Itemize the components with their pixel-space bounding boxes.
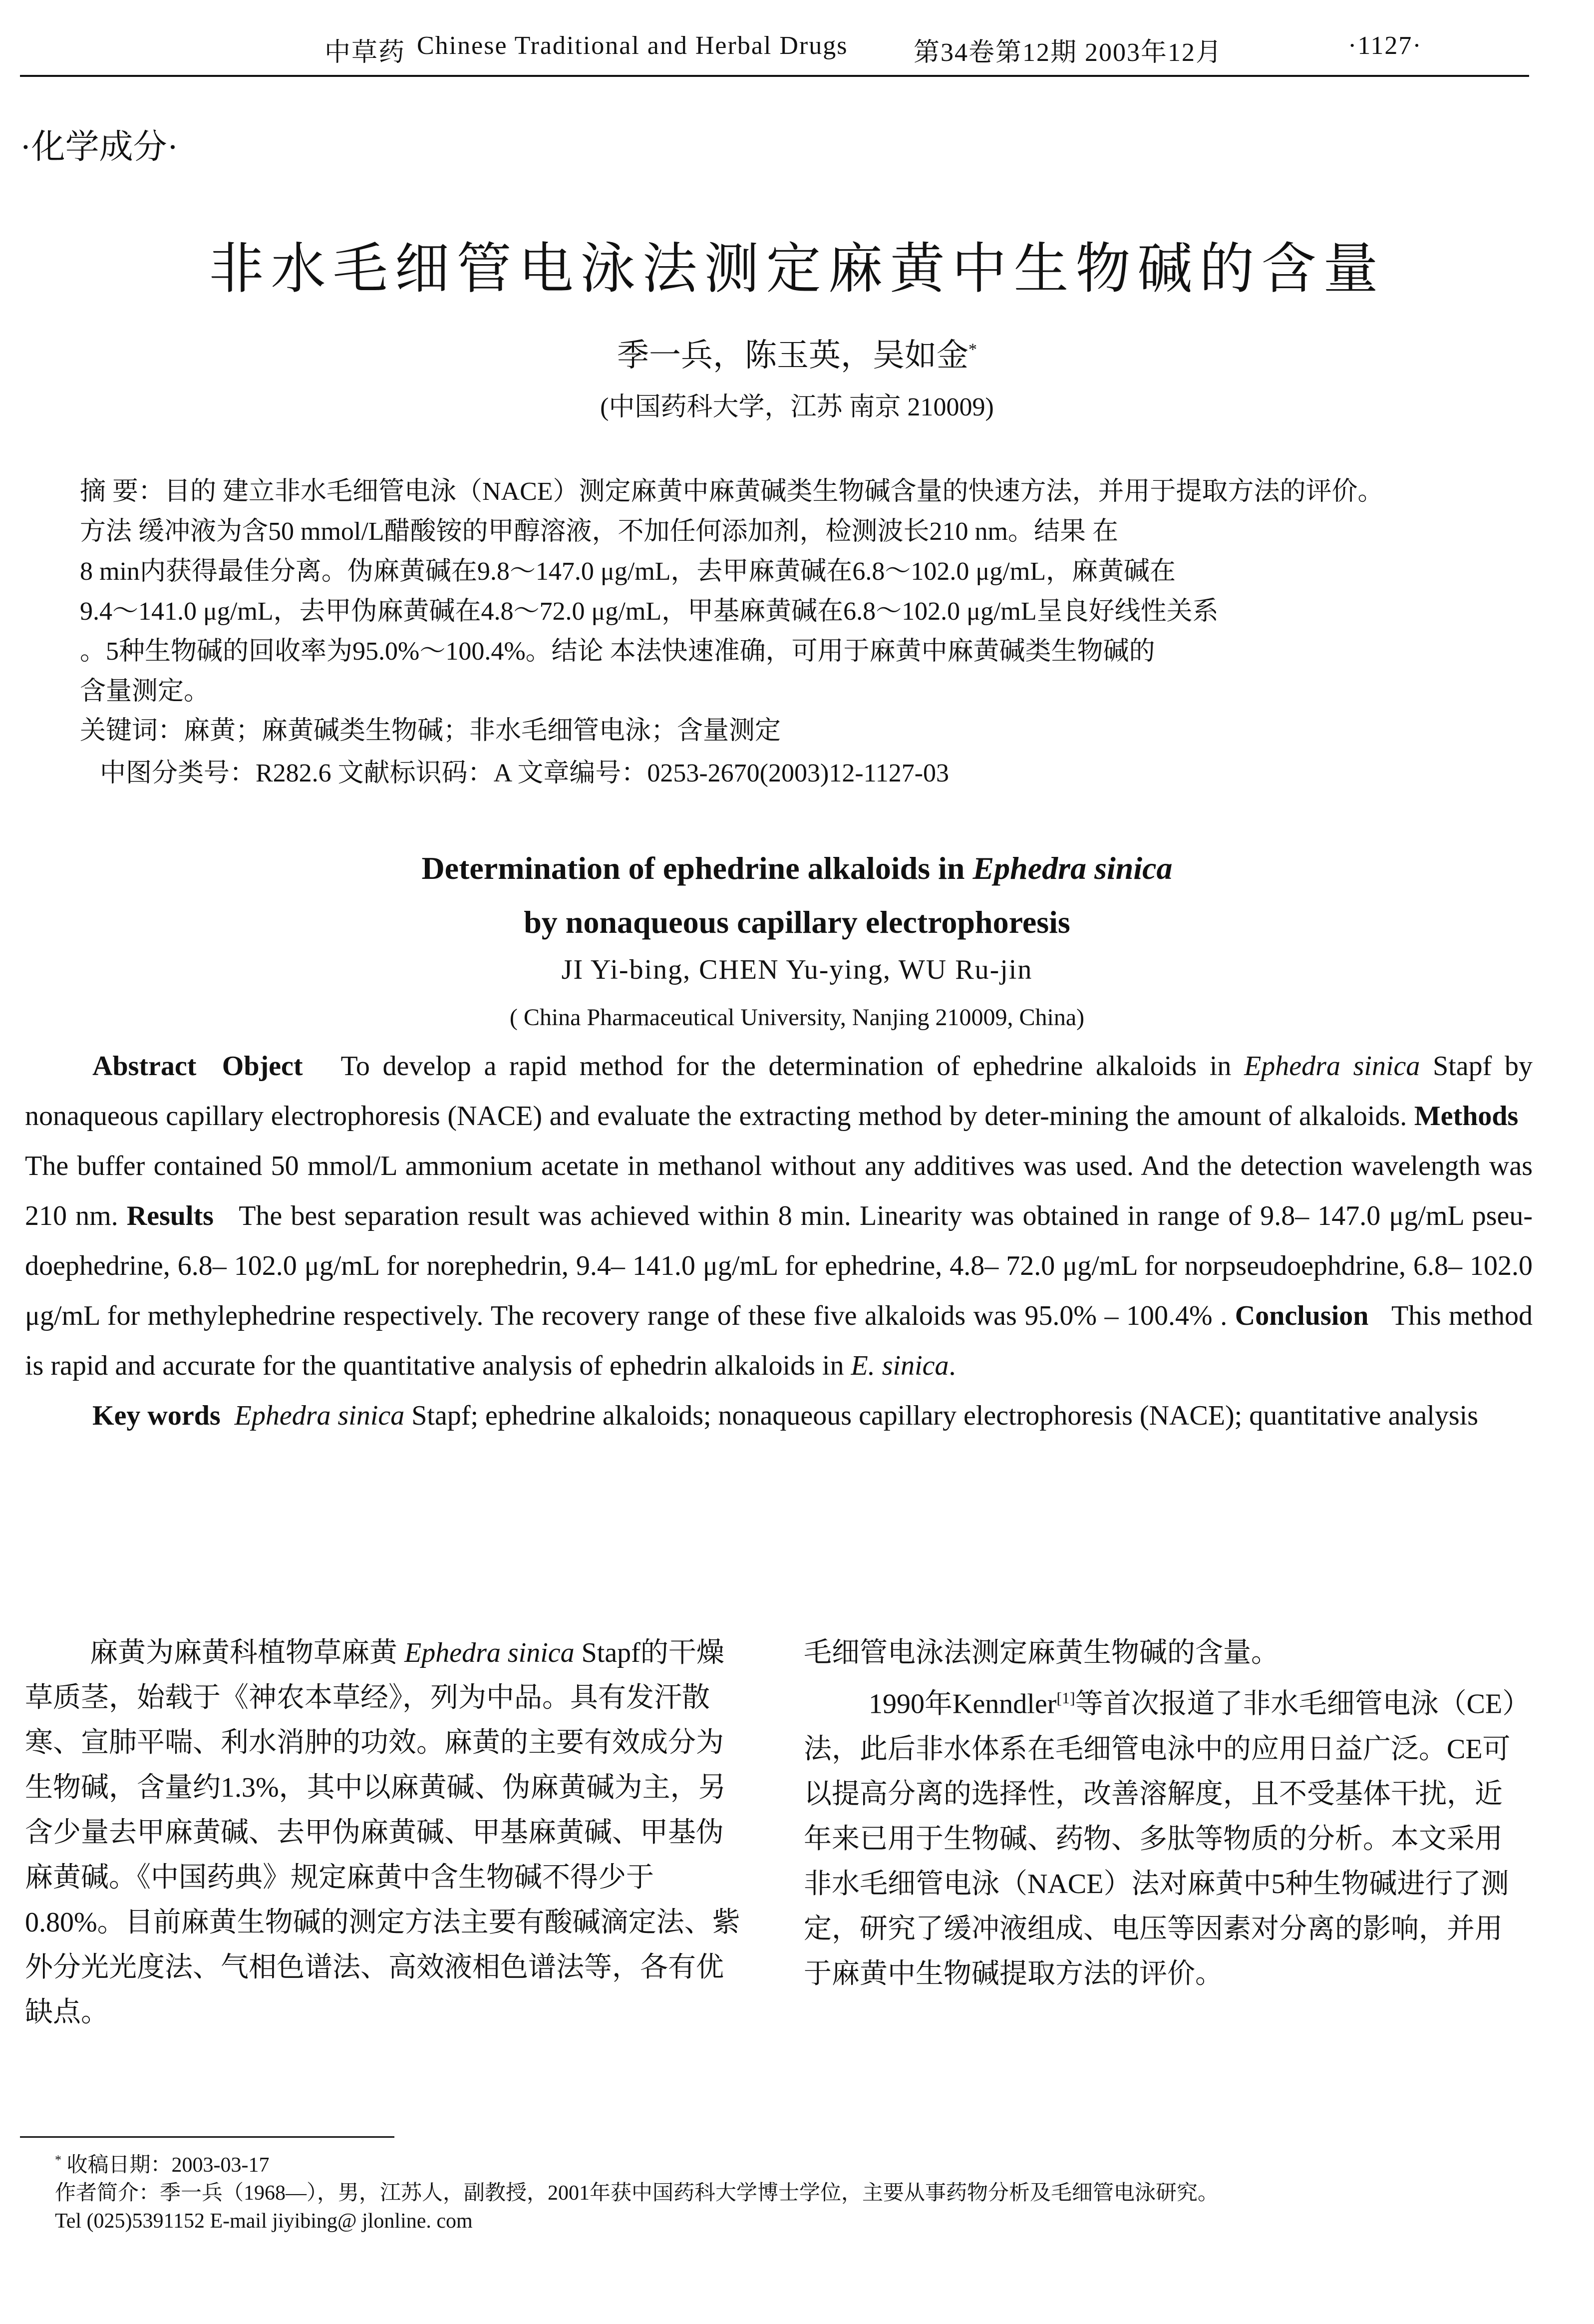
object-text-end: Stapf by nonaqueous capillary electrophoresis (NACE) and evaluate the extracting method by deter-mining the amount of alkaloids. <box>25 1051 1533 1132</box>
header-issue: 第34卷第12期 2003年12月 <box>914 38 1223 67</box>
results-text: The best separation result was achieved within 8 min. Linearity was obtained in range of 9.8– 147.0 μg/mL pseu-doephedrine, 6.8– 102.0 μg/mL for norephedrin, 9.4– 141.0 μg/mL for ephedrine, 4.8– 72.0 μg/mL for norpseudoephdrine, 6.8– 102.0 μg/mL for methylephedrine respectively. The recovery range of these five alkaloids was 95.0% – 100.4% . <box>25 1200 1533 1331</box>
keywords-text: Stapf; ephedrine alkaloids; nonaqueous capillary electrophoresis (NACE); quantitative analysis <box>411 1400 1479 1431</box>
conclusion-end: . <box>949 1350 956 1381</box>
object-label: Object <box>222 1051 303 1082</box>
english-title-species: Ephedra sinica <box>972 850 1173 886</box>
keywords-label: Key words <box>92 1400 221 1431</box>
author-footnote-mark: * <box>968 340 977 359</box>
citation-ref: [1] <box>1056 1689 1075 1707</box>
english-affiliation: ( China Pharmaceutical University, Nanjing 210009, China) <box>509 1004 1085 1031</box>
chinese-abstract-line: 。5种生物碱的回收率为95.0%～100.4%。结论 本法快速准确，可用于麻黄中麻黄碱类生物碱的 <box>80 637 1155 666</box>
body-right-column <box>804 1630 1523 1996</box>
body-left-column <box>25 1630 744 2035</box>
abstract-label: Abstract <box>92 1051 197 1082</box>
chinese-abstract-line: 含量测定。 <box>80 677 210 706</box>
header-page-number: ·1127· <box>1348 31 1422 60</box>
chinese-author-names: 季一兵，陈玉英，吴如金 <box>617 338 968 373</box>
footnote-bio: 作者简介：季一兵（1968—），男，江苏人，副教授，2001年获中国药科大学博士学位，主要从事药物分析及毛细管电泳研究。 <box>55 2182 1219 2205</box>
conclusion-label: Conclusion <box>1235 1300 1369 1331</box>
english-abstract-body <box>25 1041 1533 1391</box>
body-species: Ephedra sinica <box>404 1637 575 1668</box>
chinese-affiliation: (中国药科大学，江苏 南京 210009) <box>600 393 994 421</box>
footnote-mark: * <box>55 2153 61 2167</box>
header-rule <box>20 75 1529 77</box>
body-paragraph: 毛细管电泳法测定麻黄生物碱的含量。 <box>804 1637 1279 1668</box>
object-text: To develop a rapid method for the determination of ephedrine alkaloids in <box>340 1051 1232 1082</box>
conclusion-text: This method is rapid and accurate for the quantitative analysis of ephedrin alkaloids in <box>25 1300 1533 1381</box>
conclusion-species: E. sinica <box>851 1350 949 1381</box>
footnote-received-text: 收稿日期：2003-03-17 <box>66 2154 270 2177</box>
footnote <box>55 2146 1503 2235</box>
chinese-title: 非水毛细管电泳法测定麻黄中生物碱的含量 <box>209 239 1385 300</box>
footnote-contact: Tel (025)5391152 E-mail jiyibing@ jlonline. com <box>55 2210 473 2233</box>
english-keywords <box>25 1391 1533 1441</box>
footnote-received <box>55 2146 1503 2179</box>
body-paragraph <box>25 1630 744 2035</box>
footnote-rule <box>20 2136 394 2138</box>
methods-text: The buffer contained 50 mmol/L ammonium acetate in methanol without any additives was used. And the detection wavelength was 210 nm. <box>25 1151 1533 1231</box>
english-title <box>0 841 1594 949</box>
chinese-abstract-line: 摘 要：目的 建立非水毛细管电泳（NACE）测定麻黄中麻黄碱类生物碱含量的快速方法，并用于提取方法的评价。 <box>80 477 1384 506</box>
header-journal-en: Chinese Traditional and Herbal Drugs <box>417 31 848 60</box>
chinese-abstract-line: 方法 缓冲液为含50 mmol/L醋酸铵的甲醇溶液，不加任何添加剂，检测波长210 nm。结果 在 <box>80 517 1119 546</box>
chinese-classification: 中图分类号：R282.6 文献标识码：A 文章编号：0253-2670(2003)12-1127-03 <box>100 759 950 787</box>
chinese-authors <box>0 330 1594 376</box>
english-abstract <box>25 1041 1533 1441</box>
english-authors: JI Yi-bing, CHEN Yu-ying, WU Ru-jin <box>561 954 1033 985</box>
chinese-abstract-line: 9.4～141.0 μg/mL，去甲伪麻黄碱在4.8～72.0 μg/mL，甲基麻黄碱在6.8～102.0 μg/mL呈良好线性关系 <box>80 597 1219 626</box>
body-text: 等首次报道了非水毛细管电泳（CE）法，此后非水体系在毛细管电泳中的应用日益广泛。CE可以提高分离的选择性，改善溶解度，且不受基体干扰，近年来已用于生物碱、药物、多肽等物质的分析。本文采用非水毛细管电泳（NACE）法对麻黄中5种生物碱进行了测定，研究了缓冲液组成、电压等因素对分离的影响，并用于麻黄中生物碱提取方法的评价。 <box>804 1688 1517 1989</box>
body-lead: 麻黄为麻黄科植物草麻黄 <box>90 1637 397 1668</box>
english-title-line2: by nonaqueous capillary electrophoresis <box>524 904 1070 940</box>
body-lead-end: Stapf <box>581 1637 640 1668</box>
results-label: Results <box>126 1200 214 1231</box>
body-text: 的干燥草质茎，始载于《神农本草经》，列为中品。具有发汗散寒、宣肺平喘、利水消肿的功效。麻黄的主要有效成分为生物碱，含量约1.3%，其中以麻黄碱、伪麻黄碱为主，另含少量去甲麻黄碱、去甲伪麻黄碱、甲基麻黄碱、甲基伪麻黄碱。《中国药典》规定麻黄中含生物碱不得少于0.80%。目前麻黄生物碱的测定方法主要有酸碱滴定法、紫外分光光度法、气相色谱法、高效液相色谱法等，各有优缺点。 <box>25 1637 740 2028</box>
body-text: 1990年Kenndler <box>869 1688 1057 1720</box>
english-title-line1: Determination of ephedrine alkaloids in <box>421 850 973 886</box>
chinese-keywords: 关键词：麻黄；麻黄碱类生物碱；非水毛细管电泳；含量测定 <box>80 717 781 745</box>
methods-label: Methods <box>1414 1101 1519 1132</box>
header-journal-cn: 中草药 <box>324 38 406 67</box>
column-tag: ·化学成分· <box>20 128 179 166</box>
chinese-abstract <box>80 472 1488 712</box>
body-paragraph <box>804 1675 1523 1996</box>
object-species: Ephedra sinica <box>1244 1051 1420 1082</box>
chinese-abstract-line: 8 min内获得最佳分离。伪麻黄碱在9.8～147.0 μg/mL，去甲麻黄碱在6.8～102.0 μg/mL，麻黄碱在 <box>80 557 1176 586</box>
keywords-species: Ephedra sinica <box>234 1400 405 1431</box>
